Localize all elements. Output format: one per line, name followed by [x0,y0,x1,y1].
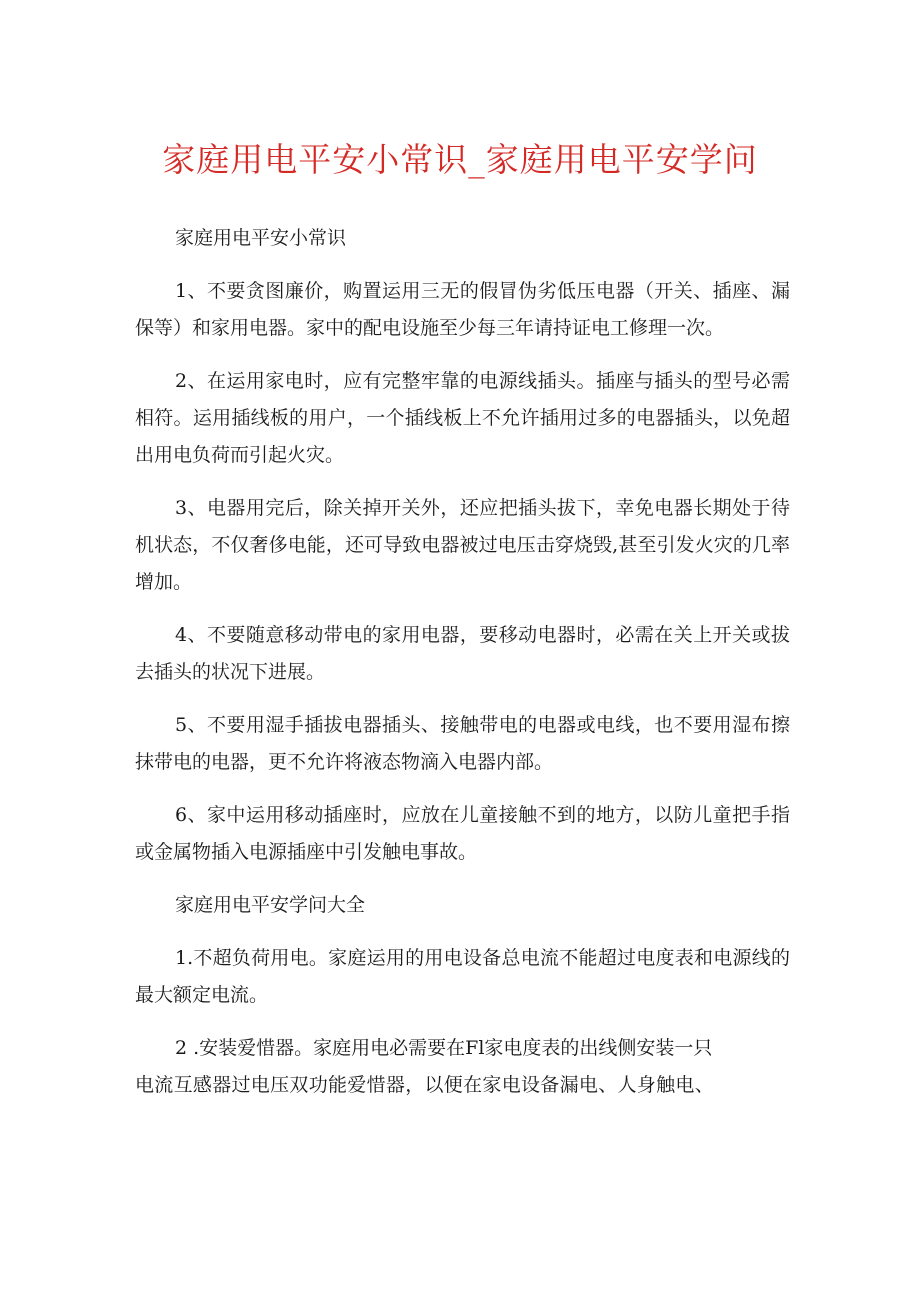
tip-item-4: 4、不要随意移动带电的家用电器，要移动电器时，必需在关上开关或拔去插头的状况下进展。 [135,624,790,683]
knowledge-item-2 [135,1030,790,1104]
tip-item-5: 5、不要用湿手插拔电器插头、接触带电的电器或电线，也不要用湿布擦抹带电的电器，更不允许将液态物滴入电器内部。 [135,714,790,773]
section-heading-knowledge: 家庭用电平安学问大全 [175,894,366,916]
tip-item-1: 1、不要贪图廉价，购置运用三无的假冒伪劣低压电器（开关、插座、漏保等）和家用电器。家中的配电设施至少每三年请持证电工修理一次。 [135,280,790,339]
section-heading-tips: 家庭用电平安小常识 [175,227,347,249]
tip-item-6: 6、家中运用移动插座时，应放在儿童接触不到的地方，以防儿童把手指或金属物插入电源插座中引发触电事故。 [135,804,790,863]
tip-item-2: 2、在运用家电时，应有完整牢靠的电源线插头。插座与插头的型号必需相符。运用插线板的用户，一个插线板上不允许插用过多的电器插头，以免超出用电负荷而引起火灾。 [135,370,790,466]
document-title: 家庭用电平安小常识_家庭用电平安学问 [162,140,758,179]
knowledge-item-1: 1.不超负荷用电。家庭运用的用电设备总电流不能超过电度表和电源线的最大额定电流。 [135,947,790,1006]
knowledge-item-2-line-1: 2 .安装爱惜器。家庭用电必需要在Fl家电度表的出线侧安装一只 [175,1037,713,1059]
tip-item-3: 3、电器用完后，除关掉开关外，还应把插头拔下，幸免电器长期处于待机状态，不仅奢侈电能，还可导致电器被过电压击穿烧毁,甚至引发火灾的几率增加。 [135,497,790,593]
document-body [135,220,790,1104]
knowledge-item-2-line-2: 电流互感器过电压双功能爱惜器，以便在家电设备漏电、人身触电、 [135,1074,715,1096]
